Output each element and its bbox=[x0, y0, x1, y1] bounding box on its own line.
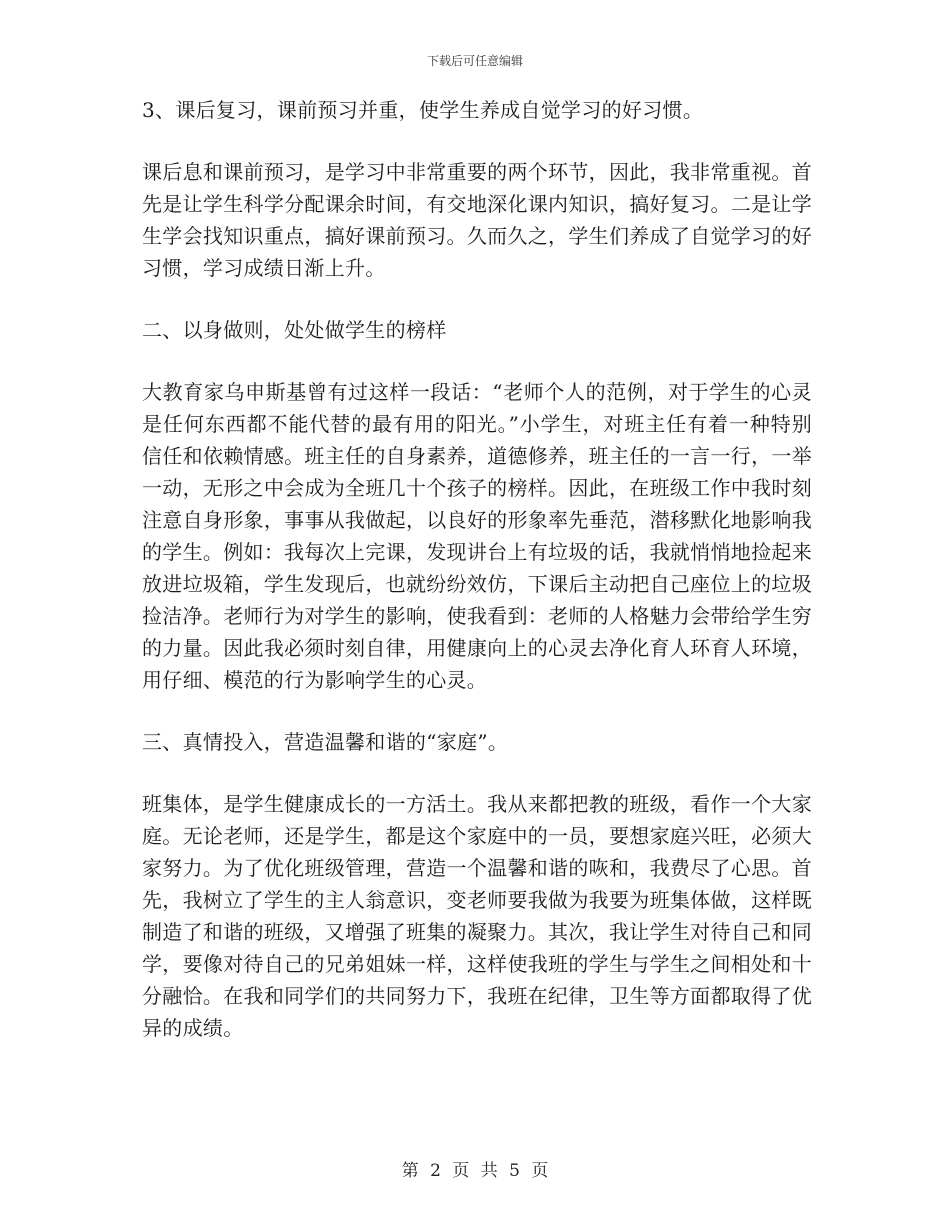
document-body bbox=[142, 94, 812, 1074]
section-heading-role-model: 二、以身做则，处处做学生的榜样 bbox=[142, 318, 447, 342]
section-heading-family: 三、真情投入，营造温馨和谐的“家庭”。 bbox=[142, 730, 509, 754]
paragraph-review-detail: 课后息和课前预习，是学习中非常重要的两个环节，因此，我非常重视。首先是让学生科学分配课余时间，有交地深化课内知识，搞好复习。二是让学生学会找知识重点，搞好课前预习。久而久之，学生们养成了自觉学习的好习惯，学习成绩日渐上升。 bbox=[142, 160, 812, 280]
paragraph-role-model: 大教育家乌申斯基曾有过这样一段话：“老师个人的范例，对于学生的心灵是任何东西都不能代替的最有用的阳光。”小学生，对班主任有着一种特别信任和依赖情感。班主任的自身素养，道德修养，班主任的一言一行，一举一动，无形之中会成为全班几十个孩子的榜样。因此，在班级工作中我时刻注意自身形象，事事从我做起，以良好的形象率先垂范，潜移默化地影响我的学生。例如：我每次上完课，发现讲台上有垃圾的话，我就悄悄地捡起来放进垃圾箱，学生发现后，也就纷纷效仿，下课后主动把自己座位上的垃圾捡洁净。老师行为对学生的影响，使我看到：老师的人格魅力会带给学生穷的力量。因此我必须时刻自律，用健康向上的心灵去净化育人环育人环境，用仔细、模范的行为影响学生的心灵。 bbox=[142, 380, 812, 692]
page-number: 第 2 页 共 5 页 bbox=[401, 1161, 549, 1181]
paragraph-review-habit: 3、课后复习，课前预习并重，使学生养成自觉学习的好习惯。 bbox=[142, 98, 704, 122]
paragraph-family: 班集体，是学生健康成长的一方活土。我从来都把教的班级，看作一个大家庭。无论老师，还是学生，都是这个家庭中的一员，要想家庭兴旺，必须大家努力。为了优化班级管理，营造一个温馨和谐的咴和，我费尽了心思。首先，我树立了学生的主人翁意识，变老师要我做为我要为班集体做，这样既制造了和谐的班级，又增强了班集的凝聚力。其次，我让学生对待自己和同学，要像对待自己的兄弟姐妹一样，这样使我班的学生与学生之间相处和十分融恰。在我和同学们的共同努力下，我班在纪律，卫生等方面都取得了优异的成绩。 bbox=[142, 792, 812, 1040]
page-header: 下载后可任意编辑 bbox=[426, 54, 523, 68]
